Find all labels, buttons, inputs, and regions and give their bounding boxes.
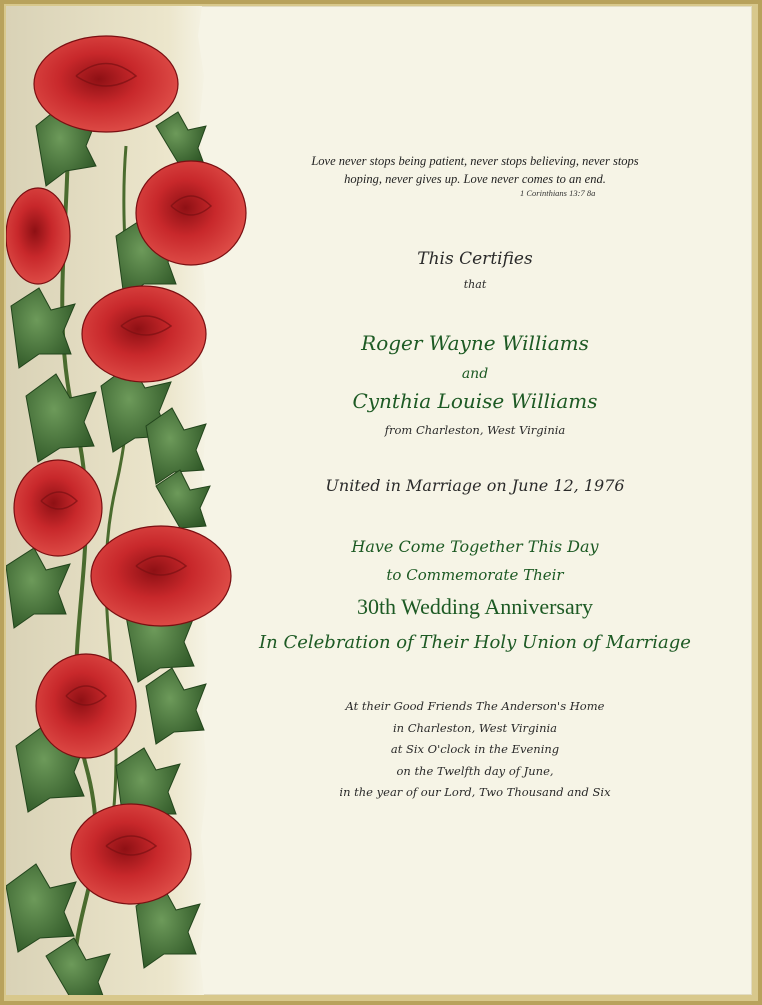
come-together-line: Have Come Together This Day <box>351 537 599 556</box>
commemorate-line: to Commemorate Their <box>386 566 564 584</box>
certifies-heading: This Certifies <box>417 249 533 269</box>
and-text: and <box>461 366 489 382</box>
rose-ivy-border-image <box>6 6 256 995</box>
event-details <box>250 696 700 804</box>
scripture-quote <box>240 152 710 188</box>
quote-citation: 1 Corinthians 13:7 8a <box>520 188 596 198</box>
united-in-marriage: United in Marriage on June 12, 1976 <box>325 476 625 495</box>
quote-line-1: Love never stops being patient, never stops believing, never stops <box>311 154 639 168</box>
detail-line: on the Twelfth day of June, <box>396 763 554 778</box>
detail-line: At their Good Friends The Anderson's Home <box>345 699 605 713</box>
from-location: from Charleston, West Virginia <box>384 423 566 437</box>
detail-line: in the year of our Lord, Two Thousand and Six <box>339 785 611 799</box>
celebration-line: In Celebration of Their Holy Union of Marriage <box>259 632 691 653</box>
that-text: that <box>463 278 487 291</box>
anniversary-heading: 30th Wedding Anniversary <box>356 594 594 619</box>
detail-line: at Six O'clock in the Evening <box>390 742 560 756</box>
detail-line: in Charleston, West Virginia <box>392 720 558 735</box>
name-2: Cynthia Louise Williams <box>352 389 598 413</box>
quote-line-2: hoping, never gives up. Love never comes to an end. <box>344 172 606 186</box>
name-1: Roger Wayne Williams <box>361 331 589 355</box>
